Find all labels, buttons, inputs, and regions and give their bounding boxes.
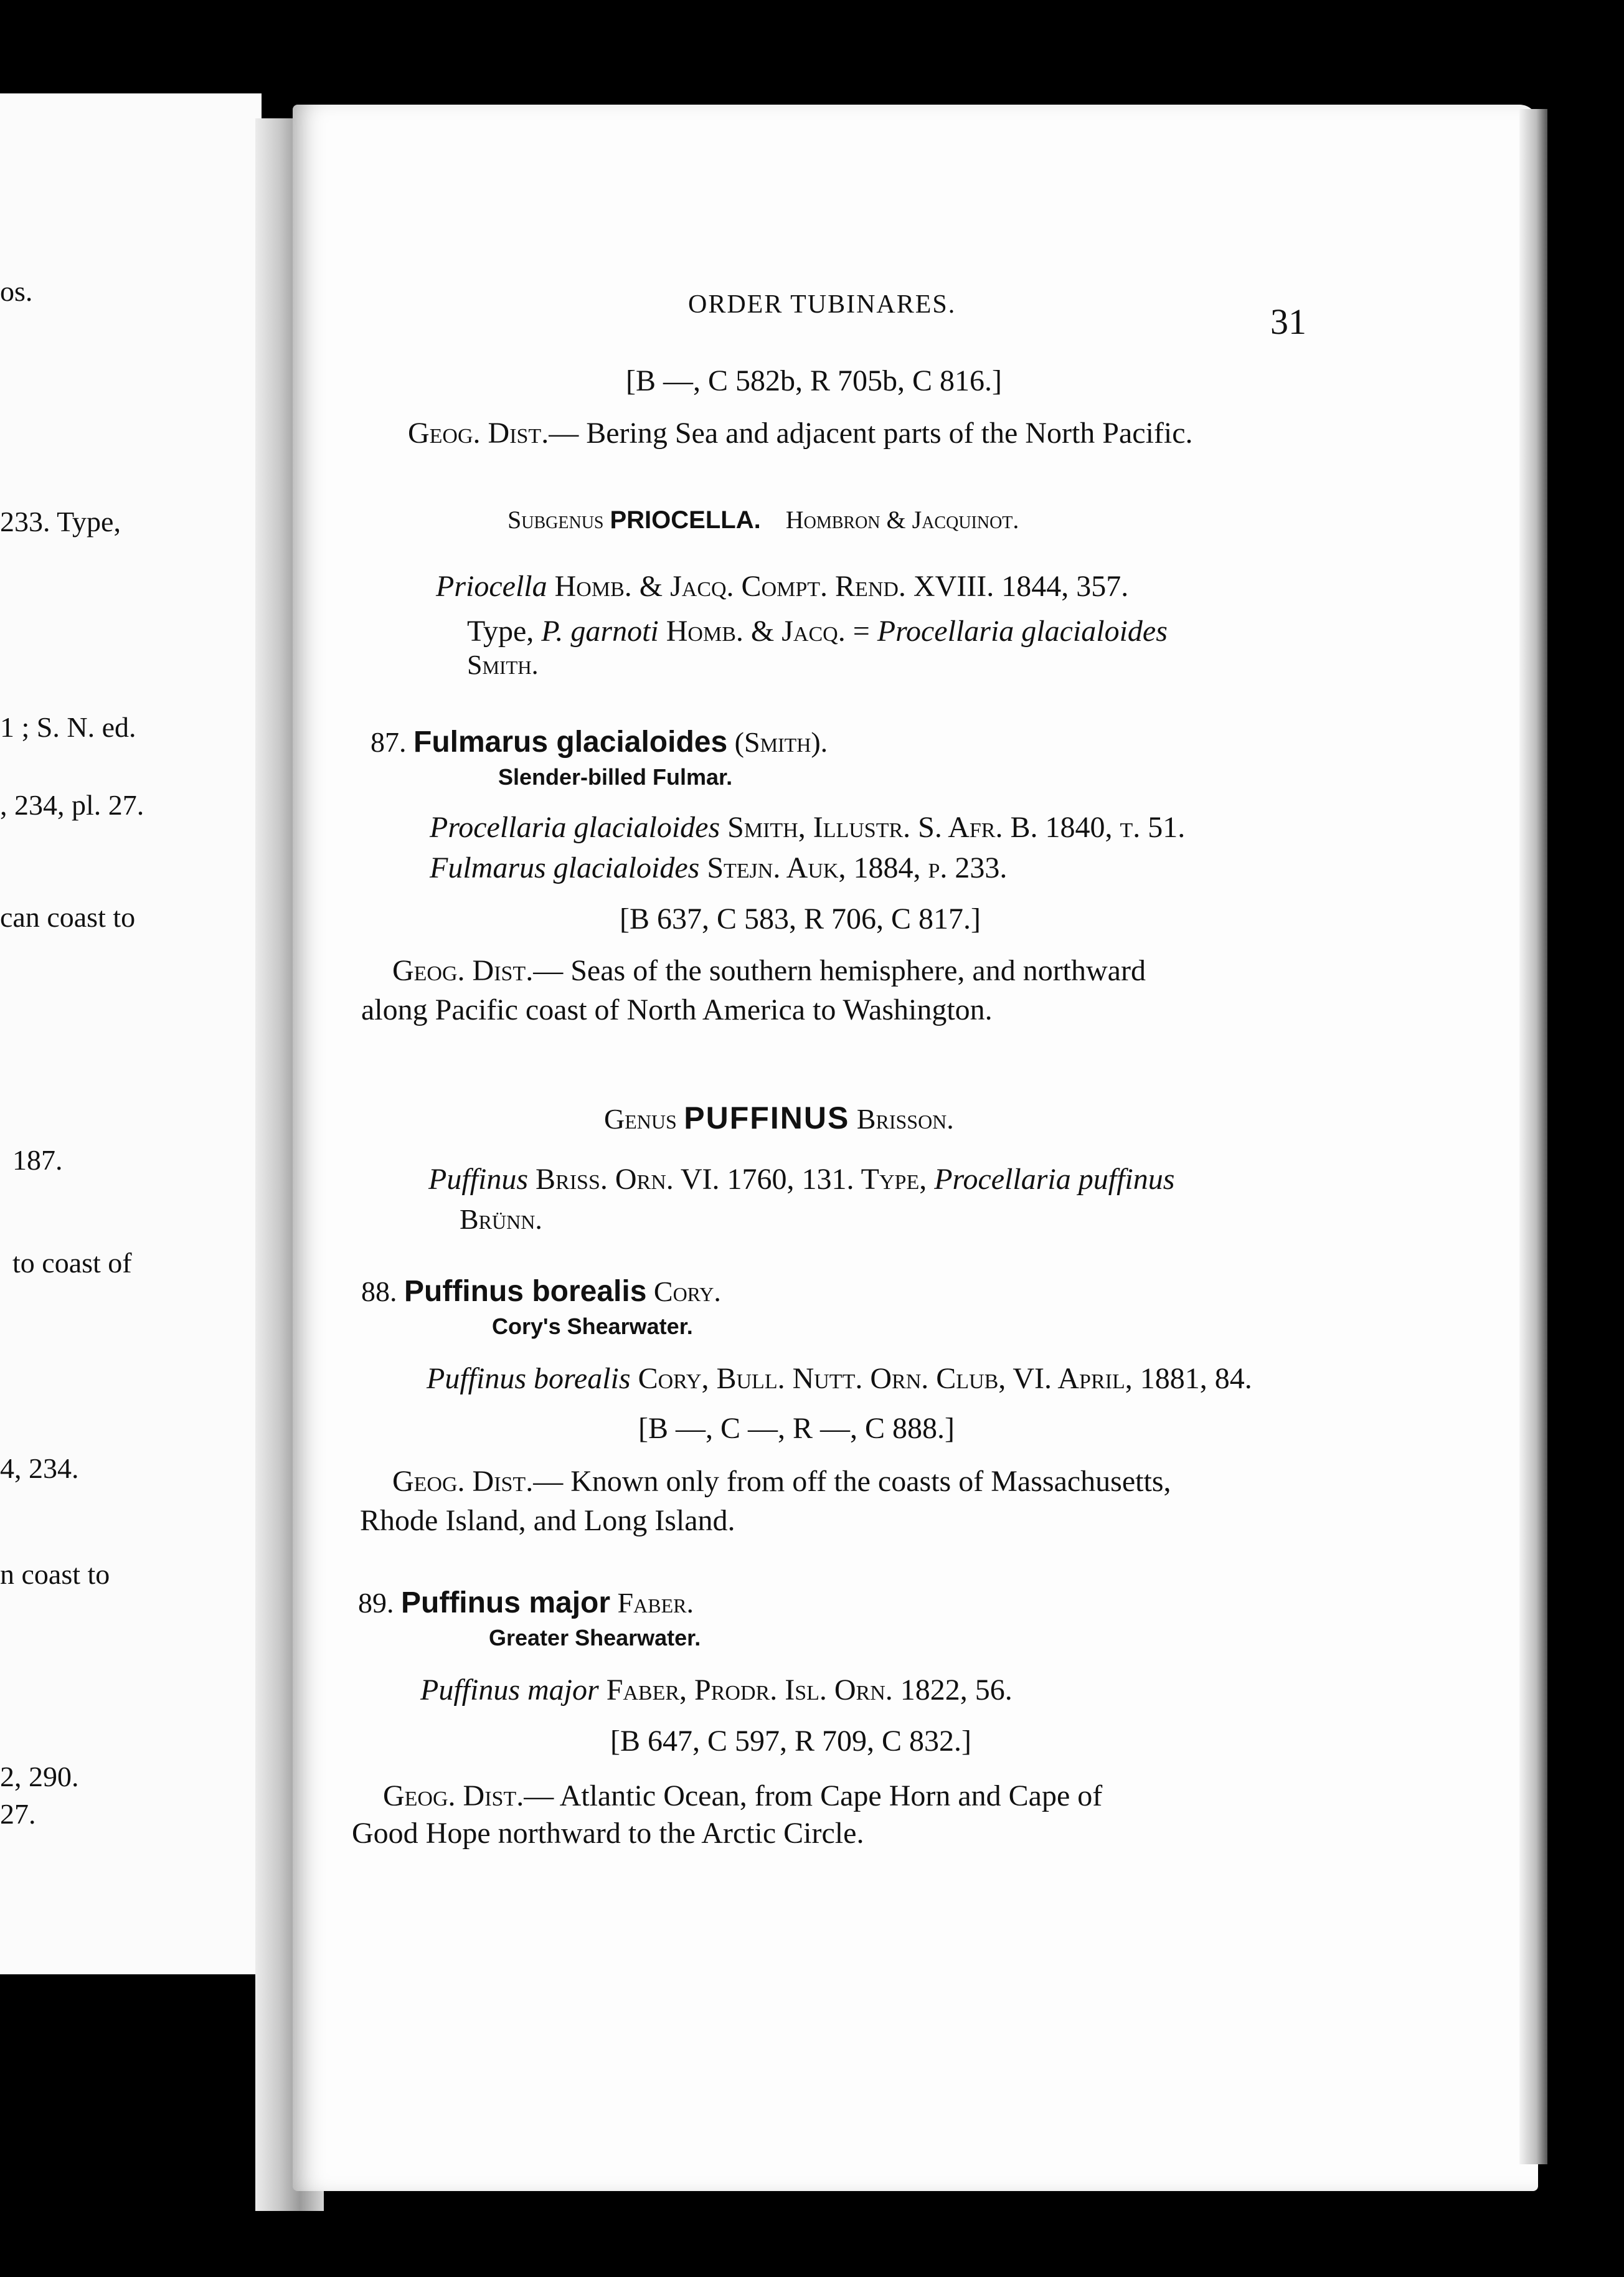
species-heading bbox=[361, 1277, 721, 1307]
left-page-fragment: , 234, pl. 27. bbox=[0, 789, 144, 821]
bibliographic-ref: [B 647, C 597, R 709, C 832.] bbox=[610, 1725, 972, 1758]
dist-text: Rhode Island, and Long Island. bbox=[360, 1504, 735, 1537]
dist-text: Seas of the southern hemisphere, and northward bbox=[570, 954, 1146, 987]
subgenus-prefix: Subgenus bbox=[507, 506, 604, 534]
type-label: Type, bbox=[467, 615, 534, 648]
species-number: 89. bbox=[358, 1587, 394, 1619]
taxon-name: Procellaria puffinus bbox=[934, 1163, 1175, 1196]
genus-heading bbox=[604, 1102, 954, 1134]
left-page-fragment: 233. Type, bbox=[0, 506, 121, 537]
dist-label: Geog. Dist.— bbox=[392, 954, 564, 987]
subgenus-reference bbox=[436, 572, 1128, 602]
common-name: Greater Shearwater. bbox=[489, 1625, 701, 1650]
left-page bbox=[0, 93, 262, 1974]
taxon-name: Puffinus borealis bbox=[427, 1362, 631, 1395]
geographic-distribution bbox=[392, 956, 1146, 986]
dist-text: Known only from off the coasts of Massachusetts, bbox=[570, 1465, 1171, 1498]
left-page-fragment: can coast to bbox=[0, 901, 136, 933]
left-page-fragment: 4, 234. bbox=[0, 1452, 79, 1484]
genus-reference bbox=[428, 1165, 1174, 1195]
species-author: Cory. bbox=[653, 1276, 721, 1307]
subgenus-name: PRIOCELLA. bbox=[610, 506, 761, 534]
species-author: Faber. bbox=[617, 1587, 694, 1619]
species-author: (Smith). bbox=[734, 726, 828, 758]
reference-text: Smith, Illustr. S. Afr. B. 1840, t. 51. bbox=[727, 811, 1186, 844]
subgenus-type-author: Smith. bbox=[467, 650, 539, 680]
species-reference bbox=[430, 813, 1185, 843]
dist-text: along Pacific coast of North America to Washington. bbox=[361, 993, 993, 1026]
genus-name: PUFFINUS bbox=[684, 1101, 850, 1135]
taxon-name: Fulmarus glacialoides bbox=[430, 851, 700, 884]
reference-text: Homb. & Jacq. Compt. Rend. XVIII. 1844, 357. bbox=[554, 570, 1129, 603]
bibliographic-ref: [B 637, C 583, R 706, C 817.] bbox=[620, 902, 981, 935]
left-page-fragment: 187. bbox=[12, 1144, 63, 1176]
dist-label: Geog. Dist.— bbox=[408, 417, 579, 450]
reference-text: Stejn. Auk, 1884, p. 233. bbox=[707, 851, 1008, 884]
reference-text: Homb. & Jacq. = bbox=[666, 615, 870, 648]
left-page-fragment: os. bbox=[0, 275, 33, 307]
subgenus-authors: Hombron & Jacquinot. bbox=[785, 506, 1019, 534]
running-title: ORDER TUBINARES. bbox=[688, 290, 956, 319]
species-name: Puffinus major bbox=[401, 1586, 611, 1619]
species-heading bbox=[358, 1588, 694, 1618]
dist-text: Good Hope northward to the Arctic Circle. bbox=[352, 1817, 864, 1850]
bibliographic-ref: [B —, C —, R —, C 888.] bbox=[638, 1412, 955, 1445]
species-reference bbox=[430, 853, 1007, 883]
genus-prefix: Genus bbox=[604, 1103, 677, 1135]
dist-label: Geog. Dist.— bbox=[383, 1779, 554, 1812]
left-page-fragment: n coast to bbox=[0, 1558, 110, 1590]
taxon-name: Procellaria glacialoides bbox=[877, 615, 1168, 648]
species-reference bbox=[420, 1675, 1013, 1705]
taxon-name: Puffinus major bbox=[420, 1673, 599, 1707]
species-heading bbox=[371, 727, 828, 757]
left-page-fragment: 27. bbox=[0, 1798, 36, 1830]
species-name: Puffinus borealis bbox=[404, 1275, 647, 1308]
bibliographic-ref: [B —, C 582b, R 705b, C 816.] bbox=[626, 364, 1003, 397]
subgenus-heading bbox=[507, 508, 1019, 533]
reference-text: Cory, Bull. Nutt. Orn. Club, VI. April, 1881, 84. bbox=[638, 1362, 1252, 1395]
left-page-fragment: to coast of bbox=[12, 1247, 132, 1279]
left-page-fragment: 2, 290. bbox=[0, 1761, 79, 1792]
geographic-distribution bbox=[383, 1781, 1102, 1811]
page-edge bbox=[1519, 109, 1547, 2164]
common-name: Slender-billed Fulmar. bbox=[498, 764, 733, 790]
taxon-name: P. garnoti bbox=[541, 615, 659, 648]
species-number: 87. bbox=[371, 726, 407, 758]
page-number: 31 bbox=[1270, 301, 1306, 342]
common-name: Cory's Shearwater. bbox=[492, 1314, 693, 1339]
dist-text: Bering Sea and adjacent parts of the North Pacific. bbox=[586, 417, 1193, 450]
taxon-name: Procellaria glacialoides bbox=[430, 811, 720, 844]
subgenus-type bbox=[467, 617, 1168, 646]
left-page-fragment: 1 ; S. N. ed. bbox=[0, 711, 136, 743]
reference-text: Faber, Prodr. Isl. Orn. 1822, 56. bbox=[606, 1673, 1013, 1707]
species-reference bbox=[427, 1364, 1252, 1394]
reference-text: Briss. Orn. VI. 1760, 131. Type, bbox=[536, 1163, 927, 1196]
geographic-distribution bbox=[392, 1467, 1171, 1497]
dist-text: Atlantic Ocean, from Cape Horn and Cape of bbox=[559, 1779, 1103, 1812]
taxon-name: Puffinus bbox=[428, 1163, 529, 1196]
genus-type-author: Brünn. bbox=[460, 1203, 542, 1235]
taxon-name: Priocella bbox=[436, 570, 547, 603]
genus-author: Brisson. bbox=[856, 1103, 954, 1135]
geographic-distribution bbox=[408, 419, 1193, 448]
species-name: Fulmarus glacialoides bbox=[413, 726, 728, 759]
species-number: 88. bbox=[361, 1276, 397, 1307]
dist-label: Geog. Dist.— bbox=[392, 1465, 564, 1498]
